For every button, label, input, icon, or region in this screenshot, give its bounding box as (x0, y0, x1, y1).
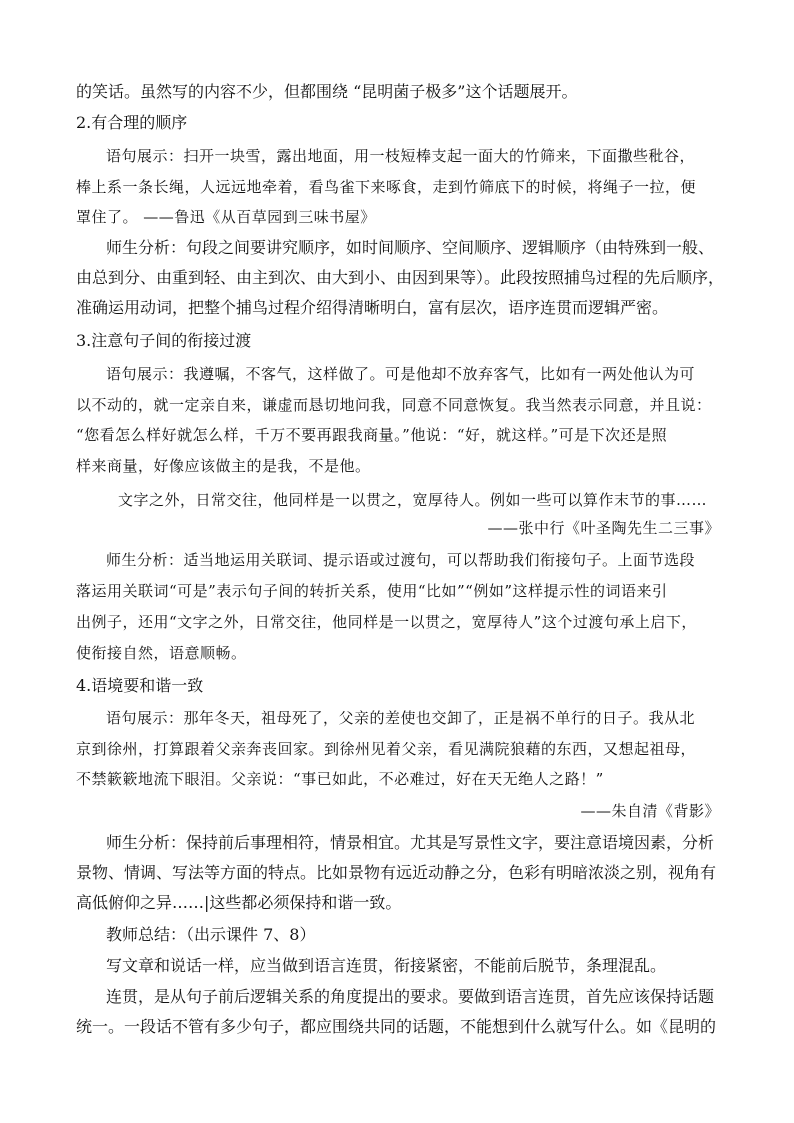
text-line: 出例子，还用“文字之外，日常交往，他同样是一以贯之，宽厚待人”这个过渡句承上启下， (76, 613, 697, 631)
text-line: 师生分析：保持前后事理相符，情景相宜。尤其是写景性文字，要注意语境因素，分析 (106, 833, 715, 852)
text-line: 棒上系一条长绳，人远远地牵着，看鸟雀下来啄食，走到竹筛底下的时候，将绳子一拉，便 (76, 178, 697, 196)
text-line: 准确运用动词，把整个捕鸟过程介绍得清晰明白，富有层次，语序连贯而逻辑严密。 (76, 298, 669, 317)
text-line: 语句展示：扫开一块雪，露出地面，用一枝短棒支起一面大的竹筛来，下面撒些秕谷， (106, 147, 696, 165)
text-line: 京到徐州，打算跟着父亲奔丧回家。到徐州见着父亲，看见满院狼藉的东西，又想起祖母， (76, 740, 697, 758)
text-line: 高低俯仰之异……|这些都必须保持和谐一致。 (76, 893, 402, 912)
text-line: 的笑话。虽然写的内容不少，但都围绕 “昆明菌子极多”这个话题展开。 (76, 82, 578, 101)
text-line: 罩住了。 ——鲁迅《从百草园到三味书屋》 (76, 208, 376, 226)
citation: ——朱自清《背影》 (580, 802, 720, 820)
text-line: 语句展示：我遵嘱，不客气，这样做了。可是他却不放弃客气，比如有一两处他认为可 (106, 365, 696, 383)
text-line: “您看怎么样好就怎么样，千万不要再跟我商量。”他说：“好，就这样。”可是下次还是照 (76, 426, 668, 444)
section-heading: 2.有合理的顺序 (76, 113, 188, 132)
text-line: 落运用关联词“可是”表示句子间的转折关系，使用“比如”“例如”这样提示性的词语来引 (76, 582, 668, 600)
text-line: 使衔接自然，语意顺畅。 (76, 644, 247, 662)
text-line: 景物、情调、写法等方面的特点。比如景物有远近动静之分，色彩有明暗浓淡之别，视角有 (76, 863, 717, 882)
text-line: 师生分析：句段之间要讲究顺序，如时间顺序、空间顺序、逻辑顺序（由特殊到一般、 (106, 238, 715, 257)
section-heading: 3.注意句子间的衔接过渡 (76, 331, 252, 350)
citation: ——张中行《叶圣陶先生二三事》 (487, 519, 720, 537)
text-line: 由总到分、由重到轻、由主到次、由大到小、由因到果等）。此段按照捕鸟过程的先后顺序， (76, 268, 725, 287)
text-line: 不禁簌簌地流下眼泪。父亲说：“事已如此，不必难过，好在天无绝人之路！” (76, 770, 604, 788)
text-line: 样来商量，好像应该做主的是我，不是他。 (76, 457, 371, 475)
text-line: 师生分析：适当地运用关联词、提示语或过渡句，可以帮助我们衔接句子。上面节选段 (106, 551, 696, 569)
section-heading: 4.语境要和谐一致 (76, 676, 204, 695)
text-line: 统一。一段话不管有多少句子，都应围绕共同的话题，不能想到什么就写什么。如《昆明的 (76, 1017, 717, 1036)
text-line: 文字之外，日常交往，他同样是一以贯之，宽厚待人。例如一些可以算作末节的事…… (118, 491, 708, 509)
text-line: 以不动的，就一定亲自来，谦虚而恳切地问我，同意不同意恢复。我当然表示同意，并且说： (76, 396, 712, 414)
text-line: 语句展示：那年冬天，祖母死了，父亲的差使也交卸了，正是祸不单行的日子。我从北 (106, 709, 696, 727)
text-line: 写文章和说话一样，应当做到语言连贯，衔接紧密，不能前后脱节，条理混乱。 (106, 956, 667, 975)
text-line: 教师总结：（出示课件 7、8） (106, 925, 316, 944)
text-line: 连贯，是从句子前后逻辑关系的角度提出的要求。要做到语言连贯，首先应该保持话题 (106, 987, 715, 1006)
